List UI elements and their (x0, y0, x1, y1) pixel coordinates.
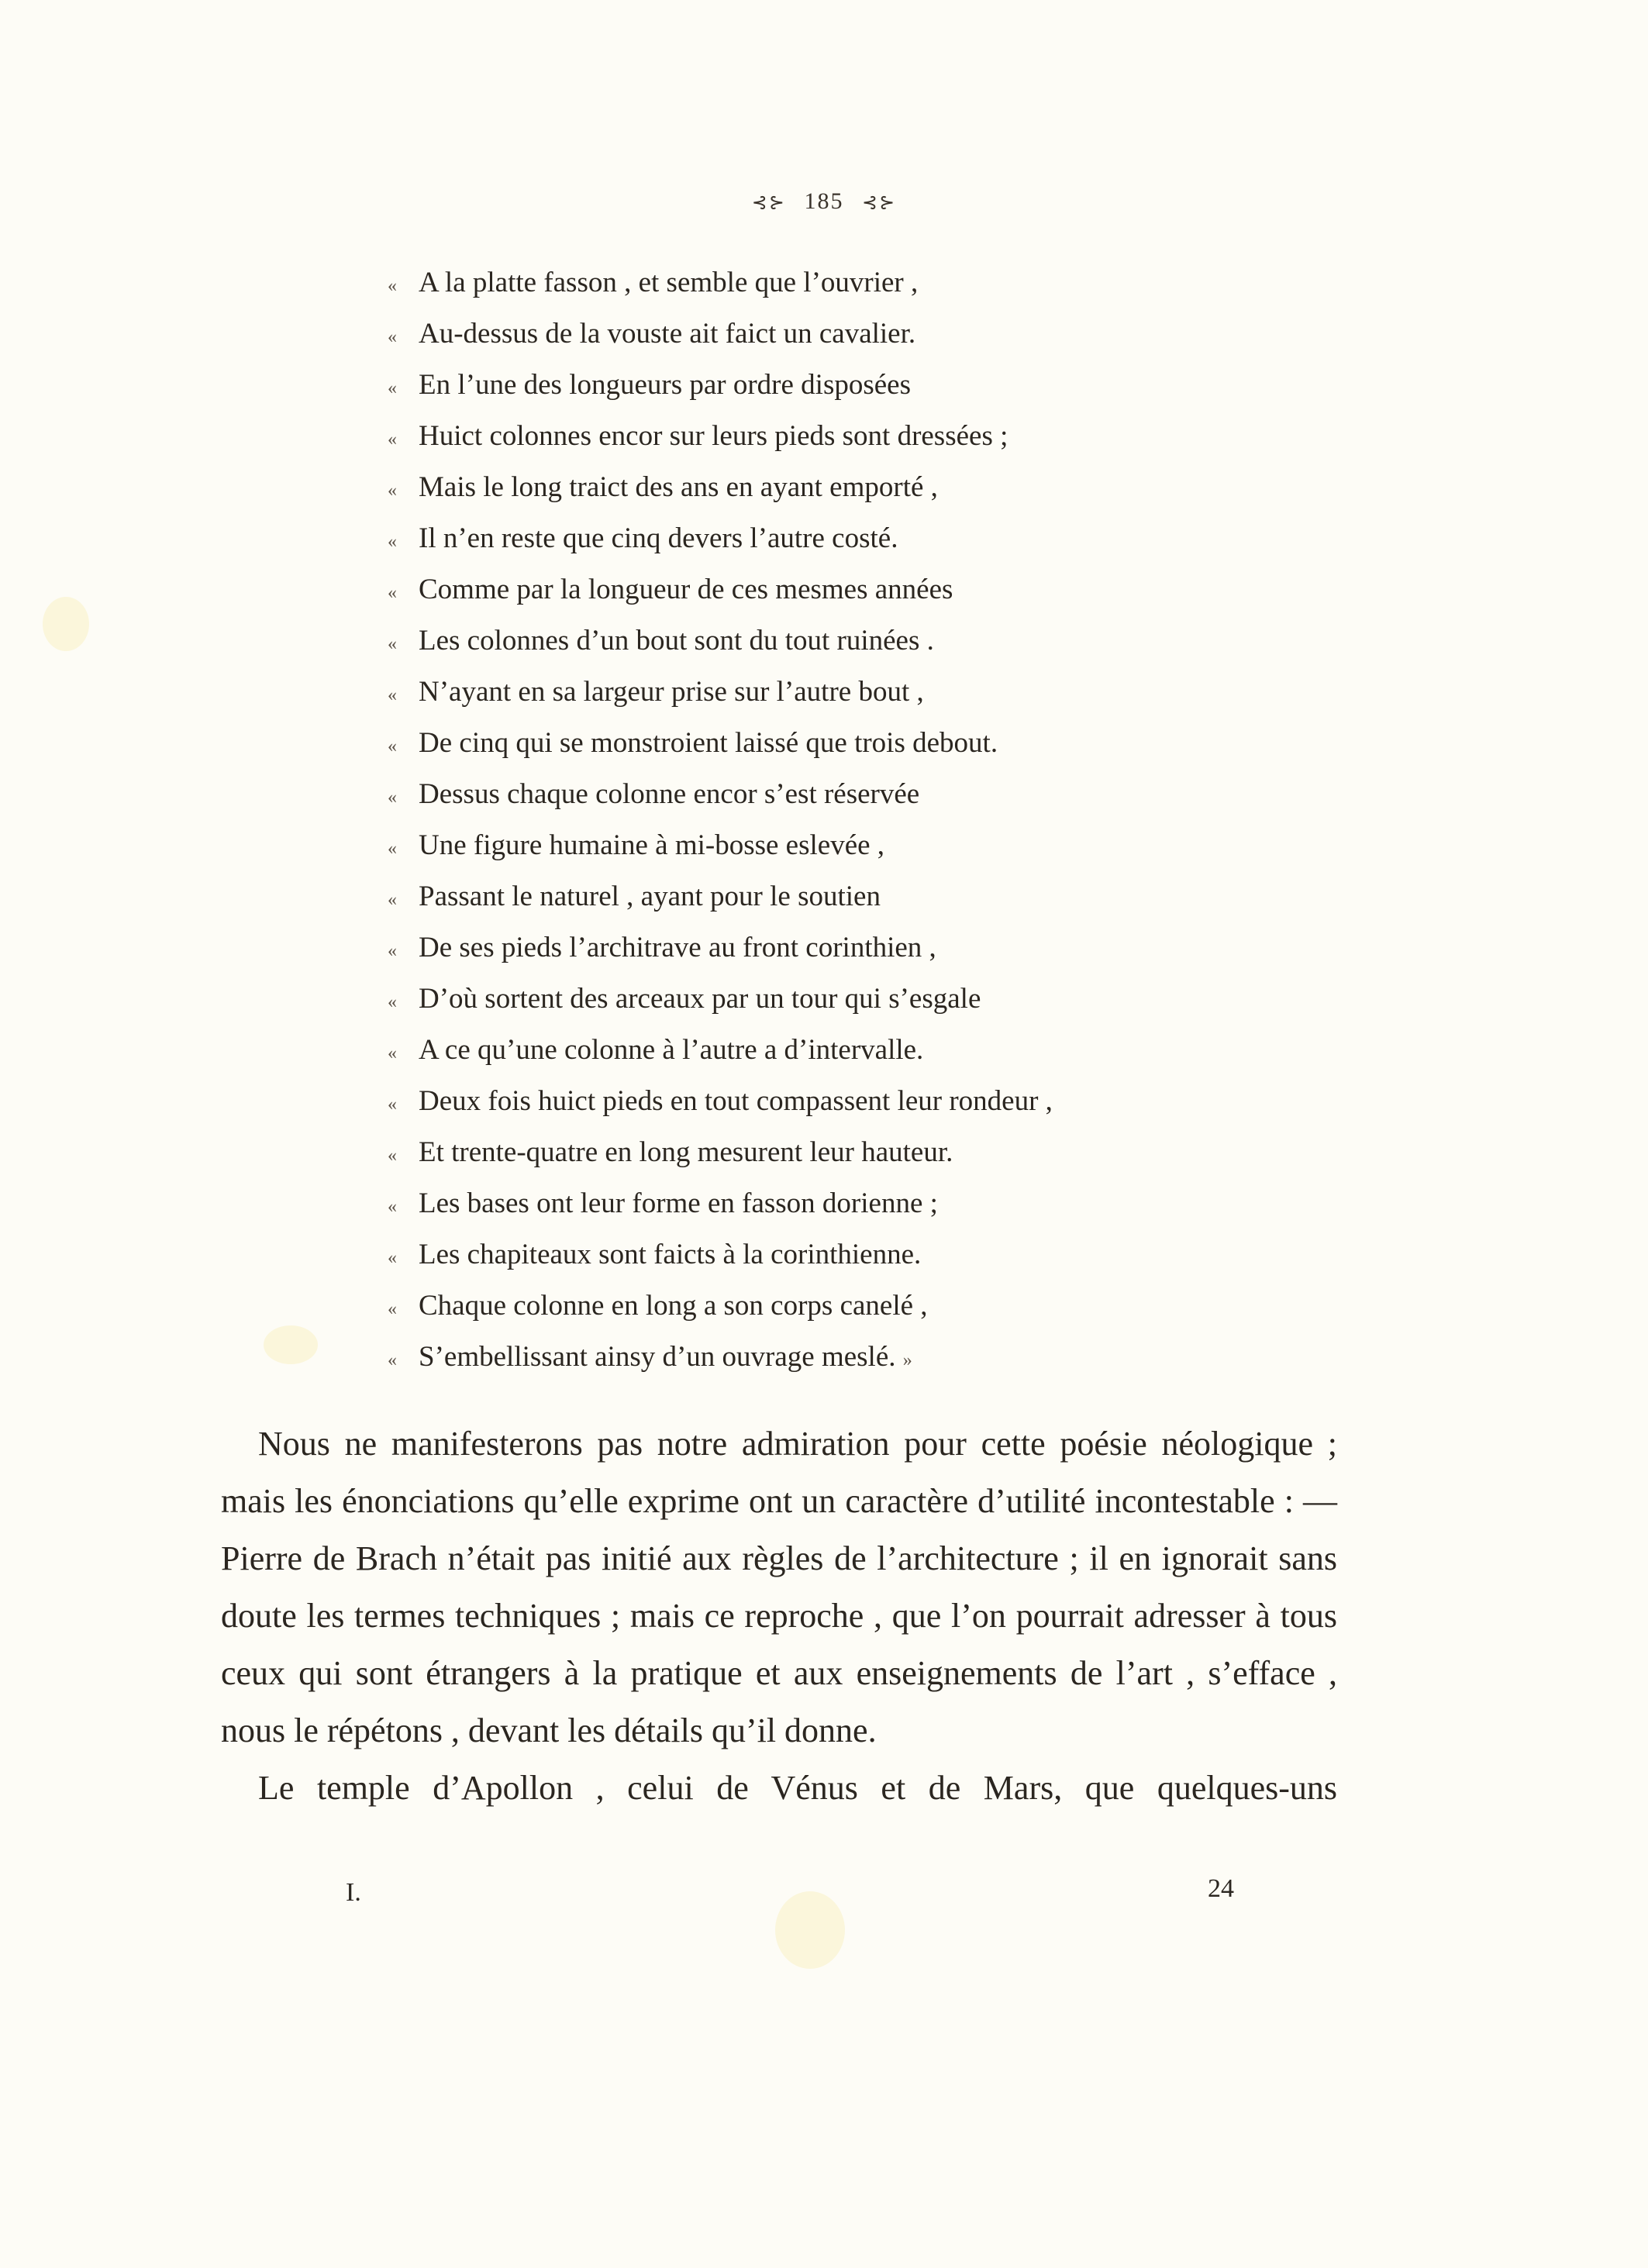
verse-text: Huict colonnes encor sur leurs pieds sont dressées ; (419, 420, 1008, 452)
signature-mark: I. (346, 1878, 361, 1907)
quote-mark: « (388, 788, 397, 808)
verse-line (388, 769, 1318, 820)
ornament-left-icon: ⊰⊱ (751, 193, 786, 213)
verse-text: N’ayant en sa largeur prise sur l’autre bout , (419, 676, 924, 708)
verse-text: A ce qu’une colonne à l’autre a d’intervalle. (419, 1034, 924, 1066)
quote-mark: « (388, 583, 397, 603)
paper-stain (264, 1325, 318, 1364)
quote-mark: « (388, 481, 397, 501)
ornament-right-icon: ⊰⊱ (862, 193, 897, 213)
verse-text: Les colonnes d’un bout sont du tout ruinées . (419, 625, 934, 657)
verse-text: De ses pieds l’architrave au front corinthien , (419, 932, 936, 963)
verse-line (388, 718, 1318, 769)
verse-text: Passant le naturel , ayant pour le soutien (419, 881, 881, 912)
quote-mark: « (388, 327, 397, 347)
verse-line (388, 411, 1318, 462)
verse-line (388, 871, 1318, 922)
quote-mark: « (388, 429, 397, 450)
paper-stain (43, 597, 89, 651)
quote-mark: « (388, 890, 397, 910)
verse-text: Les chapiteaux sont faicts à la corinthienne. (419, 1239, 922, 1270)
verse-text: Et trente-quatre en long mesurent leur hauteur. (419, 1136, 953, 1168)
closing-quote-mark: » (902, 1350, 912, 1370)
verse-line (388, 820, 1318, 871)
page-header (0, 188, 1648, 215)
verse-line (388, 615, 1318, 667)
quote-mark: « (388, 1299, 397, 1319)
verse-line (388, 667, 1318, 718)
verse-line (388, 1280, 1318, 1332)
verse-line (388, 360, 1318, 411)
verse-text: Comme par la longueur de ces mesmes années (419, 574, 953, 605)
verse-line (388, 308, 1318, 360)
verse-text: Mais le long traict des ans en ayant emporté , (419, 471, 938, 503)
verse-text: Dessus chaque colonne encor s’est réservée (419, 778, 920, 810)
verse-text: Chaque colonne en long a son corps canelé , (419, 1290, 928, 1322)
verse-line (388, 1076, 1318, 1127)
quote-mark: « (388, 941, 397, 961)
verse-line (388, 1178, 1318, 1229)
folio-number: 24 (1208, 1874, 1234, 1903)
verse-text: Une figure humaine à mi-bosse eslevée , (419, 829, 885, 861)
verse-line (388, 513, 1318, 564)
poem-quotation (388, 257, 1318, 1383)
verse-line (388, 1229, 1318, 1280)
verse-line (388, 564, 1318, 615)
quote-mark: « (388, 532, 397, 552)
quote-mark: « (388, 378, 397, 398)
verse-text: Les bases ont leur forme en fasson dorienne ; (419, 1187, 938, 1219)
verse-line (388, 1332, 1318, 1383)
quote-mark: « (388, 1043, 397, 1063)
paragraph: Le temple d’Apollon , celui de Vénus et de Mars, que quelques-uns (258, 1769, 1337, 1807)
verse-text: Il n’en reste que cinq devers l’autre costé. (419, 522, 898, 554)
quote-mark: « (388, 685, 397, 705)
verse-text: D’où sortent des arceaux par un tour qui s’esgale (419, 983, 981, 1015)
paragraph: Nous ne manifesterons pas notre admiration pour cette poésie néologique ; mais les énonciations qu’elle exprime ont un caractère d’utilité incontestable : — Pierre de Brach n’était pas initié aux règles de l’architecture ; il en ignorait sans doute les termes techniques ; mais ce reproche , que l’on pourrait adresser à tous ceux qui sont étrangers à la pratique et aux enseignements de l’art , s’efface , nous le répétons , devant les détails qu’il donne. (221, 1425, 1337, 1749)
verse-text: Au-dessus de la vouste ait faict un cavalier. (419, 318, 916, 350)
quote-mark: « (388, 839, 397, 859)
quote-mark: « (388, 992, 397, 1012)
body-text (221, 1415, 1337, 1817)
page-number: 185 (804, 188, 844, 214)
quote-mark: « (388, 1197, 397, 1217)
verse-line (388, 462, 1318, 513)
verse-text: En l’une des longueurs par ordre disposées (419, 369, 911, 401)
quote-mark: « (388, 276, 397, 296)
verse-line (388, 257, 1318, 308)
quote-mark: « (388, 1094, 397, 1115)
verse-text: De cinq qui se monstroient laissé que trois debout. (419, 727, 998, 759)
verse-text: Deux fois huict pieds en tout compassent leur rondeur , (419, 1085, 1053, 1117)
quote-mark: « (388, 1146, 397, 1166)
verse-text: S’embellissant ainsy d’un ouvrage meslé. (419, 1341, 896, 1373)
quote-mark: « (388, 736, 397, 757)
verse-line (388, 974, 1318, 1025)
paper-stain (775, 1891, 845, 1969)
quote-mark: « (388, 1248, 397, 1268)
quote-mark: « (388, 634, 397, 654)
verse-line (388, 922, 1318, 974)
verse-line (388, 1127, 1318, 1178)
verse-text: A la platte fasson , et semble que l’ouvrier , (419, 267, 919, 298)
quote-mark: « (388, 1350, 397, 1370)
verse-line (388, 1025, 1318, 1076)
